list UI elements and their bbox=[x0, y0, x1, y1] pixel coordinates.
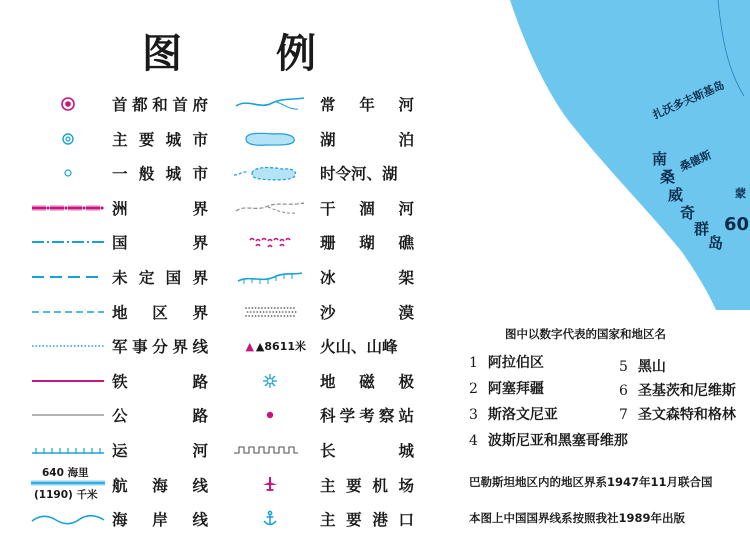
legend-label-desert: 沙 漠 bbox=[320, 303, 414, 322]
anchor-icon bbox=[230, 505, 310, 533]
legend-label-undefined-boundary: 未 定 国 界 bbox=[112, 268, 208, 287]
great-wall-icon bbox=[230, 436, 310, 464]
airport-icon bbox=[230, 471, 310, 499]
peak-elevation-label: ▲8611米 bbox=[255, 340, 306, 354]
undefined-boundary-icon bbox=[28, 263, 108, 291]
research-station-icon bbox=[230, 401, 310, 429]
legend-label-major-city: 主 要 城 市 bbox=[112, 130, 208, 149]
ice-shelf-icon bbox=[230, 263, 310, 291]
volcano-peak-icon bbox=[230, 332, 310, 360]
dry-river-icon bbox=[230, 194, 310, 222]
legend-label-military-demarcation: 军 事 分 界 线 bbox=[112, 338, 208, 357]
legend-label-ordinary-city: 一 般 城 市 bbox=[112, 165, 208, 184]
entry-name: 波斯尼亚和黑塞哥维那 bbox=[487, 433, 628, 449]
coastline-icon bbox=[28, 505, 108, 533]
legend-label-magnetic-pole: 地 磁 极 bbox=[320, 372, 414, 391]
map-label-saunders: 桑德斯 bbox=[677, 148, 714, 174]
map-label-qi: 奇 bbox=[680, 204, 696, 222]
legend-label-port: 主 要 港 口 bbox=[320, 511, 414, 530]
magnetic-pole-icon bbox=[230, 367, 310, 395]
legend-label-railway: 铁 路 bbox=[112, 372, 208, 391]
desert-icon bbox=[230, 298, 310, 326]
entry-number: 1 bbox=[469, 355, 478, 371]
table-entry-2 bbox=[469, 378, 544, 398]
entry-number: 3 bbox=[469, 407, 478, 423]
volcano-triangle-icon: ▲ bbox=[245, 339, 254, 353]
legend-title-char-2: 例 bbox=[276, 31, 318, 77]
route-length-km: (1190) 千米 bbox=[34, 488, 98, 501]
table-entry-6 bbox=[619, 380, 736, 400]
entry-number: 4 bbox=[469, 433, 478, 449]
map-label-depth: 60 bbox=[724, 214, 750, 235]
ordinary-city-icon bbox=[28, 159, 108, 187]
entry-name: 阿拉伯区 bbox=[487, 355, 544, 371]
highway-icon bbox=[28, 401, 108, 429]
lake-icon bbox=[230, 125, 310, 153]
route-length-nautical: 640 海里 bbox=[42, 466, 89, 479]
coral-reef-icon bbox=[230, 228, 310, 256]
legend-title-char-1: 图 bbox=[142, 31, 184, 77]
entry-name: 斯洛文尼亚 bbox=[487, 407, 558, 423]
table-entry-4 bbox=[469, 430, 628, 450]
entry-number: 7 bbox=[619, 407, 628, 423]
map-label-island: 扎沃多夫斯基岛 bbox=[650, 78, 727, 122]
canal-icon bbox=[28, 436, 108, 464]
legend-label-highway: 公 路 bbox=[112, 407, 208, 426]
continent-boundary-icon bbox=[28, 194, 108, 222]
table-entry-3 bbox=[469, 404, 558, 424]
regional-boundary-icon bbox=[28, 298, 108, 326]
legend-label-ice-shelf: 冰 架 bbox=[320, 268, 414, 287]
entry-name: 圣文森特和格林 bbox=[637, 407, 736, 423]
legend-label-coral-reef: 珊 瑚 礁 bbox=[320, 234, 414, 253]
legend-label-lake: 湖 泊 bbox=[320, 130, 414, 149]
entry-number: 5 bbox=[619, 359, 628, 375]
legend-label-perennial-river: 常 年 河 bbox=[320, 96, 414, 114]
legend-label-research-station: 科 学 考 察 站 bbox=[320, 407, 414, 426]
legend-label-great-wall: 长 城 bbox=[320, 441, 414, 460]
table-entry-5 bbox=[619, 356, 666, 376]
legend-label-capital: 首 都 和 首 府 bbox=[112, 96, 208, 114]
entry-name: 阿塞拜疆 bbox=[487, 381, 544, 397]
map-label-meng: 蒙 bbox=[735, 187, 746, 200]
legend-label-continent-boundary: 洲 界 bbox=[112, 199, 208, 218]
note-china-border: 本图上中国国界线系按照我社1989年出版 bbox=[469, 511, 686, 525]
numbered-table-title: 图中以数字代表的国家和地区名 bbox=[505, 327, 666, 341]
railway-icon bbox=[28, 367, 108, 395]
major-city-icon bbox=[28, 125, 108, 153]
note-palestine: 巴勒斯坦地区内的地区界系1947年11月联合国 bbox=[469, 475, 713, 489]
table-entry-1 bbox=[469, 352, 544, 372]
map-label-dao: 岛 bbox=[708, 234, 724, 252]
national-boundary-icon bbox=[28, 228, 108, 256]
legend-label-canal: 运 河 bbox=[112, 441, 208, 460]
entry-number: 2 bbox=[469, 381, 478, 397]
entry-name: 黑山 bbox=[637, 359, 666, 375]
legend-label-volcano-peak: 火山、山峰 bbox=[320, 338, 398, 357]
entry-name: 圣基茨和尼维斯 bbox=[637, 383, 736, 399]
legend-label-seasonal: 时令河、湖 bbox=[320, 165, 398, 184]
table-entry-7 bbox=[619, 404, 736, 424]
legend-label-shipping-route: 航 海 线 bbox=[112, 476, 208, 495]
legend-label-airport: 主 要 机 场 bbox=[320, 476, 414, 495]
map-label-south: 南 bbox=[652, 150, 668, 168]
legend-label-dry-river: 干 涸 河 bbox=[320, 199, 414, 218]
capital-city-icon bbox=[28, 90, 108, 118]
map-label-wei: 威 bbox=[668, 186, 684, 204]
shipping-route-icon bbox=[28, 466, 108, 501]
legend-label-coastline: 海 岸 线 bbox=[112, 511, 208, 530]
legend-label-national-boundary: 国 界 bbox=[112, 234, 208, 253]
entry-number: 6 bbox=[619, 383, 628, 399]
perennial-river-icon bbox=[230, 90, 310, 118]
map-label-qun: 群 bbox=[694, 220, 710, 238]
legend-label-regional-boundary: 地 区 界 bbox=[112, 303, 208, 322]
military-demarcation-icon bbox=[28, 332, 108, 360]
seasonal-river-lake-icon bbox=[230, 159, 310, 187]
map-label-sang: 桑 bbox=[660, 168, 676, 186]
